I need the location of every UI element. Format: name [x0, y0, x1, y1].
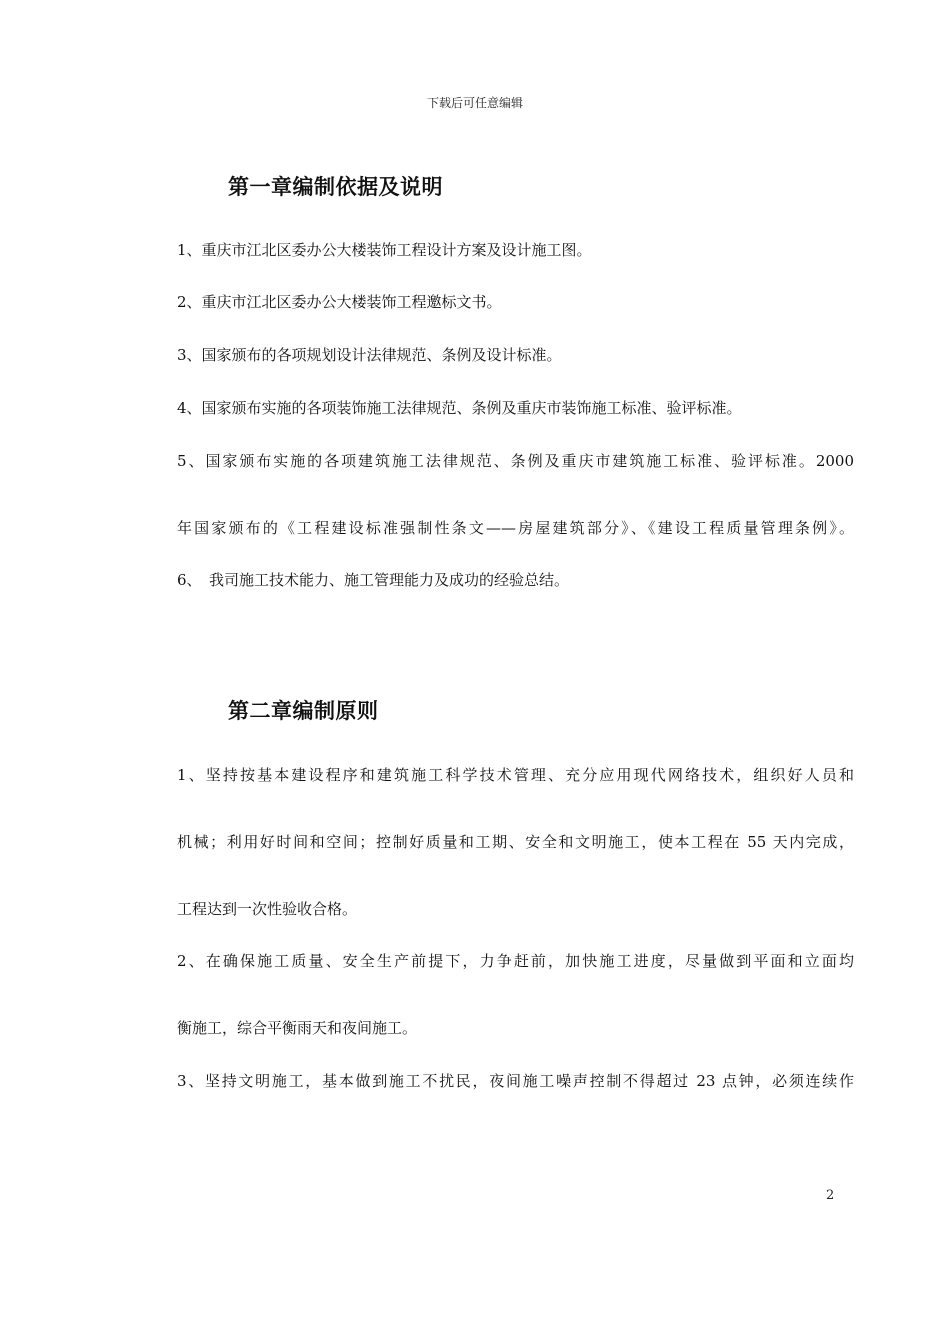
chapter2-item: 2、在确保施工质量、安全生产前提下，力争赶前，加快施工进度，尽量做到平面和立面均: [177, 952, 854, 970]
chapter1-item: 3、国家颁布的各项规划设计法律规范、条例及设计标准。: [177, 346, 562, 364]
page-header: 下载后可任意编辑: [426, 96, 523, 110]
chapter2-item: 衡施工，综合平衡雨天和夜间施工。: [177, 1019, 418, 1037]
chapter2-item: 1、坚持按基本建设程序和建筑施工科学技术管理、充分应用现代网络技术，组织好人员和: [177, 766, 854, 784]
page-number: 2: [826, 1188, 835, 1203]
chapter1-item: 4、国家颁布实施的各项装饰施工法律规范、条例及重庆市装饰施工标准、验评标准。: [177, 399, 742, 417]
chapter2-title: 第二章编制原则: [228, 699, 379, 723]
chapter1-item: 5、国家颁布实施的各项建筑施工法律规范、条例及重庆市建筑施工标准、验评标准。2000: [177, 452, 854, 470]
chapter2-item: 机械；利用好时间和空间；控制好质量和工期、安全和文明施工，使本工程在 55 天内完成，: [177, 833, 854, 851]
chapter1-title: 第一章编制依据及说明: [228, 175, 443, 199]
chapter1-item: 6、 我司施工技术能力、施工管理能力及成功的经验总结。: [177, 571, 570, 589]
chapter2-item: 3、坚持文明施工，基本做到施工不扰民，夜间施工噪声控制不得超过 23 点钟，必须连续作: [177, 1072, 854, 1090]
chapter1-item: 1、重庆市江北区委办公大楼装饰工程设计方案及设计施工图。: [177, 241, 592, 259]
chapter1-item: 2、重庆市江北区委办公大楼装饰工程邀标文书。: [177, 293, 502, 311]
chapter1-item: 年国家颁布的《工程建设标准强制性条文——房屋建筑部分》、《建设工程质量管理条例》。: [177, 519, 854, 537]
chapter2-item: 工程达到一次性验收合格。: [177, 900, 358, 918]
